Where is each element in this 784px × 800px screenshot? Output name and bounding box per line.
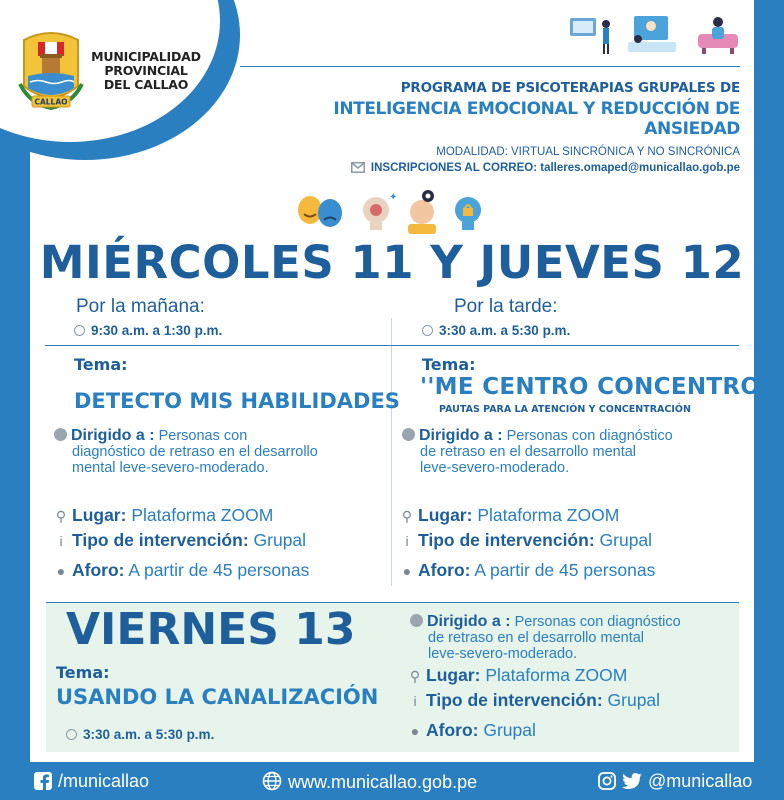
lugar-label: Lugar: bbox=[426, 665, 481, 685]
program-title-line-2: INTELIGENCIA EMOCIONAL Y REDUCCIÓN DE ANSIEDAD bbox=[333, 99, 740, 139]
afternoon-tema-label: Tema: bbox=[422, 355, 476, 374]
dirigido-line-1: Personas con bbox=[158, 428, 248, 444]
aforo-value: A partir de 45 personas bbox=[474, 560, 656, 580]
globe-icon bbox=[402, 428, 415, 441]
afternoon-lugar bbox=[400, 505, 619, 526]
globe-icon bbox=[410, 614, 423, 627]
muni-line-3: DEL CALLAO bbox=[103, 77, 189, 92]
person-icon: i bbox=[59, 533, 63, 549]
lugar-value: Plataforma ZOOM bbox=[131, 505, 274, 525]
dirigido-line-2: diagnóstico de retraso en el desarrollo bbox=[72, 444, 318, 460]
dirigido-line-2: de retraso en el desarrollo mental bbox=[428, 630, 645, 646]
group-icon: ● bbox=[56, 563, 66, 579]
globe-icon bbox=[262, 771, 282, 791]
email-link[interactable]: talleres.omaped@municallao.gob.pe bbox=[540, 162, 740, 174]
morning-time bbox=[74, 323, 222, 338]
tipo-value: Grupal bbox=[599, 530, 653, 550]
program-title-line-1: PROGRAMA DE PSICOTERAPIAS GRUPALES DE bbox=[400, 80, 740, 96]
video-call-illustration bbox=[624, 12, 680, 56]
muni-line-1: MUNICIPALIDAD bbox=[91, 49, 201, 64]
relaxing-person-illustration bbox=[692, 12, 744, 56]
website-url: www.municallao.gob.pe bbox=[288, 772, 478, 792]
aforo-label: Aforo: bbox=[426, 720, 479, 740]
group-icon: ● bbox=[402, 563, 412, 579]
morning-lugar bbox=[54, 505, 273, 526]
viernes-tema-label: Tema: bbox=[56, 663, 110, 682]
footer-facebook[interactable] bbox=[34, 771, 149, 792]
viernes-dirigido bbox=[410, 614, 750, 662]
dirigido-label: Dirigido a : bbox=[419, 427, 503, 444]
dirigido-line-3: leve-severo-moderado. bbox=[428, 646, 578, 662]
twitter-icon bbox=[622, 773, 642, 790]
modalidad-text: MODALIDAD: VIRTUAL SINCRÓNICA Y NO SINCRÓNICA bbox=[436, 146, 740, 158]
afternoon-label: Por la tarde: bbox=[454, 296, 558, 317]
callao-crest-logo bbox=[18, 26, 84, 116]
viernes-topic: USANDO LA CANALIZACIÓN bbox=[56, 685, 379, 709]
tipo-label: Tipo de intervención: bbox=[426, 690, 603, 710]
instagram-icon bbox=[598, 772, 616, 790]
morning-time-text: 9:30 a.m. a 1:30 p.m. bbox=[91, 323, 223, 338]
location-pin-icon: ⚲ bbox=[401, 508, 413, 524]
mail-icon bbox=[351, 162, 365, 173]
aforo-label: Aforo: bbox=[418, 560, 471, 580]
afternoon-time-text: 3:30 a.m. a 5:30 p.m. bbox=[439, 323, 571, 338]
location-pin-icon: ⚲ bbox=[55, 508, 67, 524]
morning-tipo bbox=[54, 530, 306, 551]
clock-icon bbox=[74, 325, 85, 336]
emotion-icons-strip bbox=[296, 186, 496, 236]
viernes-lugar bbox=[408, 665, 627, 686]
header-divider bbox=[240, 66, 740, 67]
clock-icon bbox=[422, 325, 433, 336]
logo-label: CALLAO bbox=[34, 97, 68, 107]
morning-tema-label: Tema: bbox=[74, 355, 128, 374]
dirigido-line-2: de retraso en el desarrollo mental bbox=[420, 444, 637, 460]
aforo-label: Aforo: bbox=[72, 560, 125, 580]
aforo-value: A partir de 45 personas bbox=[128, 560, 310, 580]
afternoon-subtopic: PAUTAS PARA LA ATENCIÓN Y CONCENTRACIÓN bbox=[439, 404, 691, 415]
lugar-value: Plataforma ZOOM bbox=[477, 505, 620, 525]
dirigido-label: Dirigido a : bbox=[71, 427, 155, 444]
column-divider bbox=[391, 318, 392, 586]
tipo-label: Tipo de intervención: bbox=[72, 530, 249, 550]
morning-label: Por la mañana: bbox=[76, 296, 205, 317]
date-title-viernes: VIERNES 13 bbox=[66, 604, 356, 655]
afternoon-time bbox=[422, 323, 570, 338]
social-handle: @municallao bbox=[648, 771, 753, 791]
morning-dirigido bbox=[54, 428, 384, 476]
morning-aforo bbox=[54, 560, 309, 581]
dirigido-line-3: mental leve-severo-moderado. bbox=[72, 460, 269, 476]
globe-icon bbox=[54, 428, 67, 441]
online-class-illustration bbox=[566, 12, 618, 56]
svg-text:✦: ✦ bbox=[389, 192, 398, 203]
inscripciones-row bbox=[300, 162, 740, 174]
group-icon: ● bbox=[410, 723, 420, 739]
lugar-value: Plataforma ZOOM bbox=[485, 665, 628, 685]
dates-title-mier-jue: MIÉRCOLES 11 Y JUEVES 12 bbox=[39, 236, 745, 289]
inscripciones-label: INSCRIPCIONES AL CORREO: bbox=[370, 162, 538, 174]
viernes-aforo bbox=[408, 720, 536, 741]
municipality-name bbox=[86, 50, 206, 92]
facebook-icon bbox=[34, 772, 52, 790]
clock-icon bbox=[66, 729, 77, 740]
thinking-head-icon bbox=[363, 192, 397, 230]
lugar-label: Lugar: bbox=[418, 505, 473, 525]
balance-head-icon bbox=[408, 190, 436, 234]
viernes-time bbox=[66, 727, 214, 742]
dirigido-line-1: Personas con diagnóstico bbox=[506, 428, 673, 444]
person-icon: i bbox=[405, 533, 409, 549]
dirigido-line-1: Personas con diagnóstico bbox=[514, 614, 681, 630]
viernes-tipo bbox=[408, 690, 660, 711]
afternoon-topic: ''ME CENTRO CONCENTRO'' bbox=[420, 374, 775, 400]
footer-social[interactable] bbox=[598, 771, 752, 792]
afternoon-tipo bbox=[400, 530, 652, 551]
lugar-label: Lugar: bbox=[72, 505, 127, 525]
tipo-label: Tipo de intervención: bbox=[418, 530, 595, 550]
dirigido-line-3: leve-severo-moderado. bbox=[420, 460, 570, 476]
footer-website[interactable] bbox=[262, 771, 477, 793]
locked-mind-icon bbox=[455, 197, 481, 230]
row-divider bbox=[45, 345, 739, 346]
facebook-handle: /municallao bbox=[58, 771, 150, 791]
tipo-value: Grupal bbox=[607, 690, 661, 710]
muni-line-2: PROVINCIAL bbox=[104, 63, 188, 78]
afternoon-dirigido bbox=[402, 428, 742, 476]
location-pin-icon: ⚲ bbox=[409, 668, 421, 684]
tipo-value: Grupal bbox=[253, 530, 307, 550]
dirigido-label: Dirigido a : bbox=[427, 613, 511, 630]
theater-masks-icon bbox=[298, 196, 342, 227]
person-icon: i bbox=[413, 693, 417, 709]
aforo-value: Grupal bbox=[483, 720, 536, 740]
afternoon-aforo bbox=[400, 560, 655, 581]
viernes-time-text: 3:30 a.m. a 5:30 p.m. bbox=[83, 727, 215, 742]
morning-topic: DETECTO MIS HABILIDADES bbox=[74, 389, 400, 413]
